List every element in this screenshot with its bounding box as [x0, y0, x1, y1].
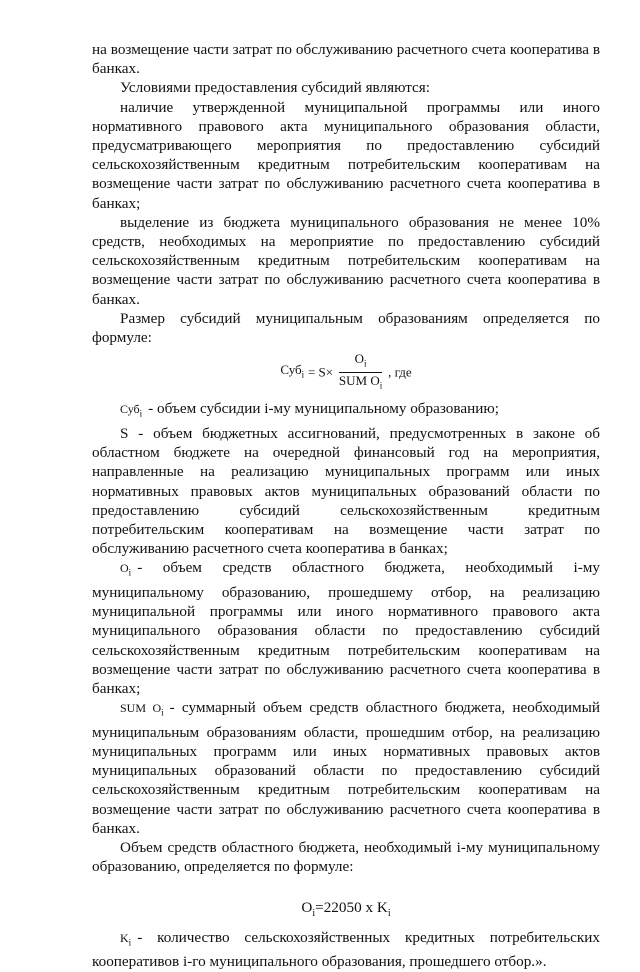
formula-denominator: SUM $O_i$ — [338, 372, 383, 391]
paragraph-condition-program: наличие утвержденной муниципальной программы или иного нормативного правового акта муниципального образования области, предусматривающего мероприятия по предоставлению субсидий сельскохозяйственным кредитным потребительским кооперативам на возмещение части затрат по обслуживанию расчетного счета кооператива в банках; — [92, 98, 600, 212]
subsidy-formula — [92, 351, 600, 393]
paragraph-condition-budget: выделение из бюджета муниципального образования не менее 10% средств, необходимых на мероприятие по предоставлению субсидий сельскохозяйственным кредитным потребительским кооперативам на возмещение части затрат по обслуживанию расчетного счета кооператива в банках. — [92, 213, 600, 308]
paragraph-formula-intro: Размер субсидий муниципальным образованиям определяется по формуле: — [92, 309, 600, 347]
definition-sub: Суб$_i$ - объем субсидии i-му муниципальному образованию; — [120, 400, 499, 419]
symbol-ki: $K_i$ — [120, 930, 132, 948]
definition-sum: SUM $O_i$ - суммарный объем средств областного бюджета, необходимый муниципальным образованиям области, прошедшим отбор, на реализацию муниципальных программ или иных нормативных правовых актов муниципальных образований области по предоставлению субсидий сельскохозяйственным кредитным потребительским кооперативам на возмещение части затрат по обслуживанию расчетного счета кооператива в банках. — [92, 699, 600, 837]
formula-fraction — [339, 351, 382, 393]
document-page — [92, 40, 600, 972]
formula-left: Суб$_i$ — [280, 361, 305, 380]
volume-formula: $O_i=22050$ x $K_i$ — [301, 899, 391, 920]
formula-equals: = S× — [307, 364, 334, 380]
paragraph-continuation: на возмещение части затрат по обслуживанию расчетного счета кооператива в банках. — [92, 41, 600, 78]
symbol-sum: SUM $O_i$ — [120, 701, 164, 718]
definition-s: S - объем бюджетных ассигнований, предусмотренных в законе об областном бюджете на очередной финансовый год на мероприятия, направленные на реализацию муниципальных программ или иных нормативных правовых актов муниципальных образований области по предоставлению субсидий сельскохозяйственным кредитным потребительским кооперативам на возмещение части затрат по обслуживанию расчетного счета кооператива в банках; — [92, 425, 600, 558]
symbol-sub: Суб$_i$ — [120, 402, 143, 419]
definition-ki: $K_i$ - количество сельскохозяйственных кредитных потребительских кооперативов i-го муниципального образования, прошедшего отбор.». — [92, 928, 600, 971]
formula-suffix: , где — [388, 364, 412, 380]
formula-numerator: $O_i$ — [339, 351, 382, 373]
paragraph-conditions-heading: Условиями предоставления субсидий являются: — [120, 79, 430, 97]
symbol-oi: $O_i$ — [120, 561, 132, 578]
paragraph-volume-formula-intro: Объем средств областного бюджета, необходимый i-му муниципальному образованию, определяется по формуле: — [92, 839, 600, 876]
definition-oi: $O_i$ - объем средств областного бюджета, необходимый i-му муниципальному образованию, прошедшему отбор, на реализацию муниципальной программы или иного нормативного правового акта муниципального образования области по предоставлению субсидий сельскохозяйственным кредитным потребительским кооперативам на возмещение части затрат по обслуживанию расчетного счета кооператива в банках; — [92, 559, 600, 698]
